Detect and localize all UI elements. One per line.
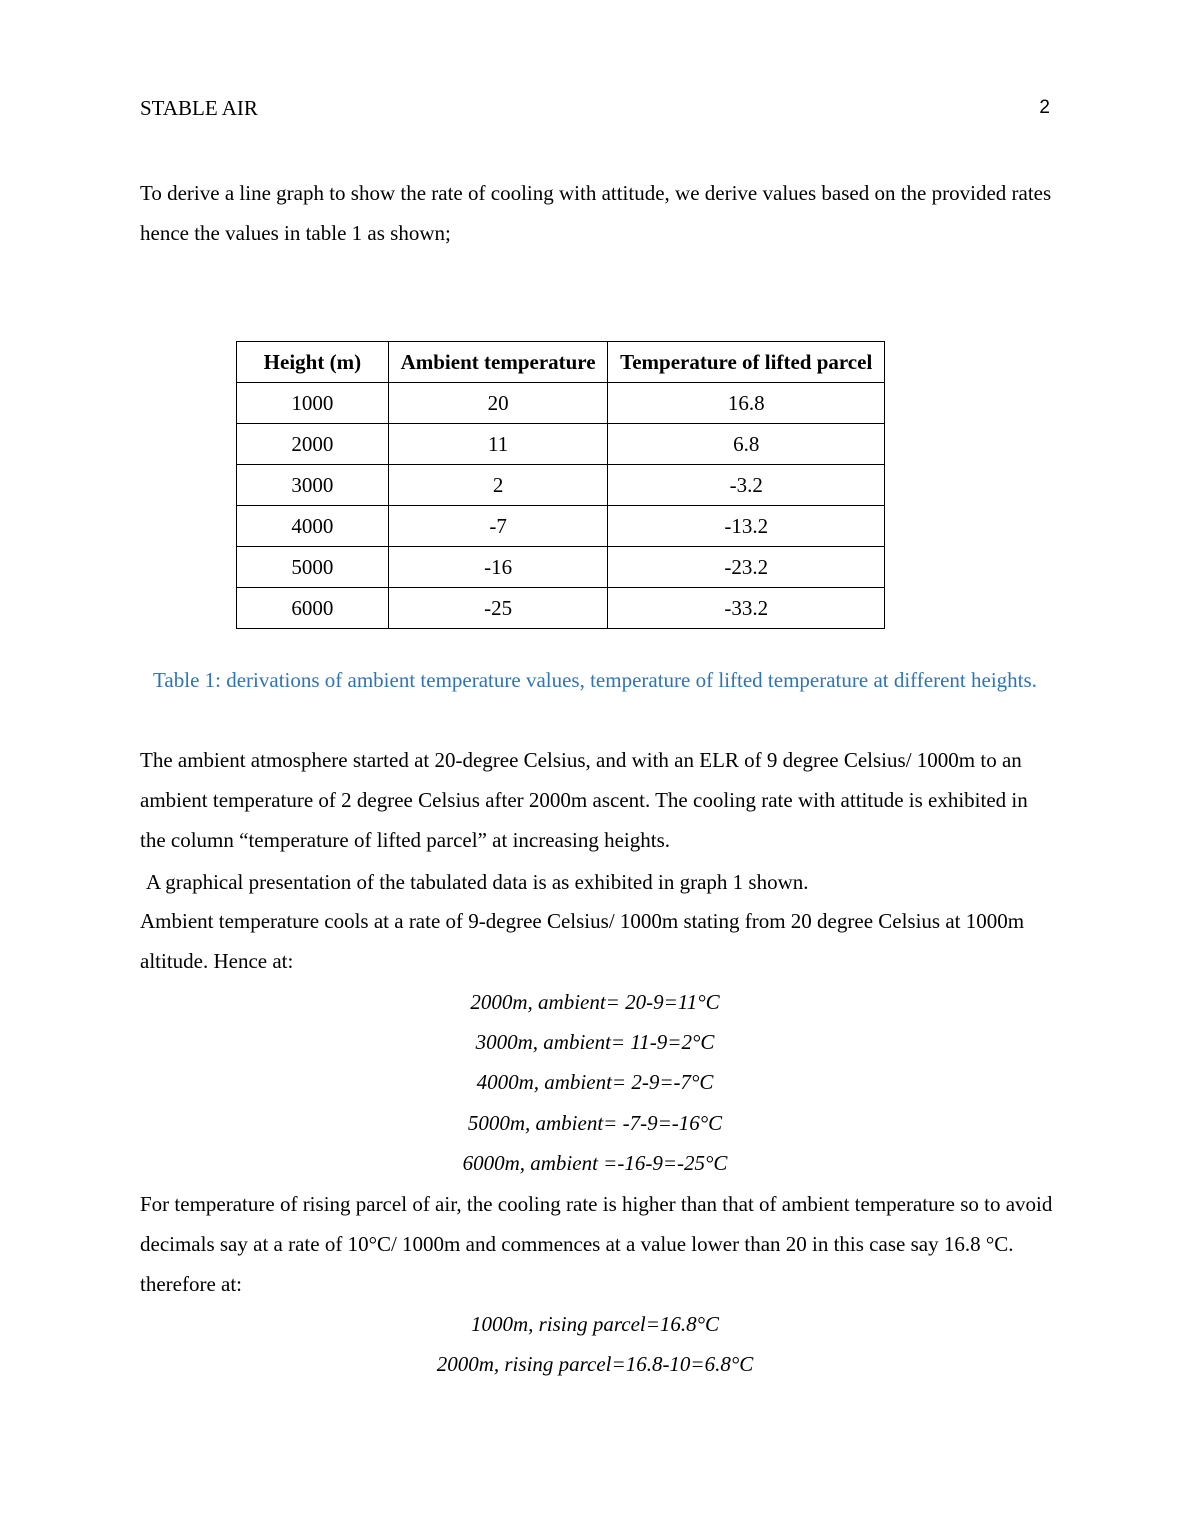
cell-height: 2000 <box>237 424 389 465</box>
equation-line: 6000m, ambient =-16-9=-25°C <box>462 1150 728 1175</box>
paragraph-rising-parcel: For temperature of rising parcel of air, the cooling rate is higher than that of ambient temperature so to avoid decimals say at a rate of 10°C/ 1000m and commences at a value lower than 20 in this case say 16.8 °C. therefore at: <box>140 1192 1053 1296</box>
equation-line: 3000m, ambient= 11-9=2°C <box>475 1030 715 1055</box>
table-row <box>237 383 885 424</box>
header-ambient-temperature: Ambient temperature <box>388 342 608 383</box>
cell-parcel: -33.2 <box>608 588 885 629</box>
cell-ambient: 2 <box>388 465 608 506</box>
cell-ambient: 20 <box>388 383 608 424</box>
parcel-equations <box>140 1304 1050 1384</box>
table-row <box>237 506 885 547</box>
ambient-equations <box>140 982 1050 1183</box>
table-row <box>237 547 885 588</box>
cell-ambient: -25 <box>388 588 608 629</box>
cell-parcel: 6.8 <box>608 424 885 465</box>
cell-ambient: 11 <box>388 424 608 465</box>
equation-line: 4000m, ambient= 2-9=-7°C <box>476 1070 714 1095</box>
cell-height: 5000 <box>237 547 389 588</box>
temperature-table <box>236 341 885 629</box>
intro-paragraph: To derive a line graph to show the rate of cooling with attitude, we derive values based on the provided rates hence the values in table 1 as shown; <box>140 181 1052 245</box>
equation-line: 2000m, ambient= 20-9=11°C <box>470 990 720 1014</box>
cell-parcel: 16.8 <box>608 383 885 424</box>
header-height: Height (m) <box>237 342 389 383</box>
cell-height: 4000 <box>237 506 389 547</box>
table-row <box>237 424 885 465</box>
cell-height: 1000 <box>237 383 389 424</box>
table-row <box>237 588 885 629</box>
cell-parcel: -13.2 <box>608 506 885 547</box>
equation-line: 5000m, ambient= -7-9=-16°C <box>467 1110 723 1135</box>
page-number: 2 <box>1039 97 1050 118</box>
equation-line: 2000m, rising parcel=16.8-10=6.8°C <box>436 1352 754 1377</box>
header-lifted-parcel-temperature: Temperature of lifted parcel <box>608 342 885 383</box>
cell-ambient: -7 <box>388 506 608 547</box>
cell-height: 3000 <box>237 465 389 506</box>
running-head: STABLE AIR <box>140 96 258 120</box>
cell-parcel: -23.2 <box>608 547 885 588</box>
cell-parcel: -3.2 <box>608 465 885 506</box>
cell-height: 6000 <box>237 588 389 629</box>
paragraph-graph-reference: A graphical presentation of the tabulated data is as exhibited in graph 1 shown. <box>146 870 809 894</box>
paragraph-ambient-atmosphere: The ambient atmosphere started at 20-degree Celsius, and with an ELR of 9 degree Celsius/ 1000m to an ambient temperature of 2 degree Celsius after 2000m ascent. The cooling rate with attitude is exhibited in the column “temperature of lifted parcel” at increasing heights. <box>140 748 1028 852</box>
table-caption: Table 1: derivations of ambient temperature values, temperature of lifted temperature at different heights. <box>153 668 1037 692</box>
table-row <box>237 465 885 506</box>
cell-ambient: -16 <box>388 547 608 588</box>
table-header-row <box>237 342 885 383</box>
paragraph-ambient-cooling: Ambient temperature cools at a rate of 9-degree Celsius/ 1000m stating from 20 degree Celsius at 1000m altitude. Hence at: <box>140 909 1025 973</box>
equation-line: 1000m, rising parcel=16.8°C <box>470 1312 720 1336</box>
